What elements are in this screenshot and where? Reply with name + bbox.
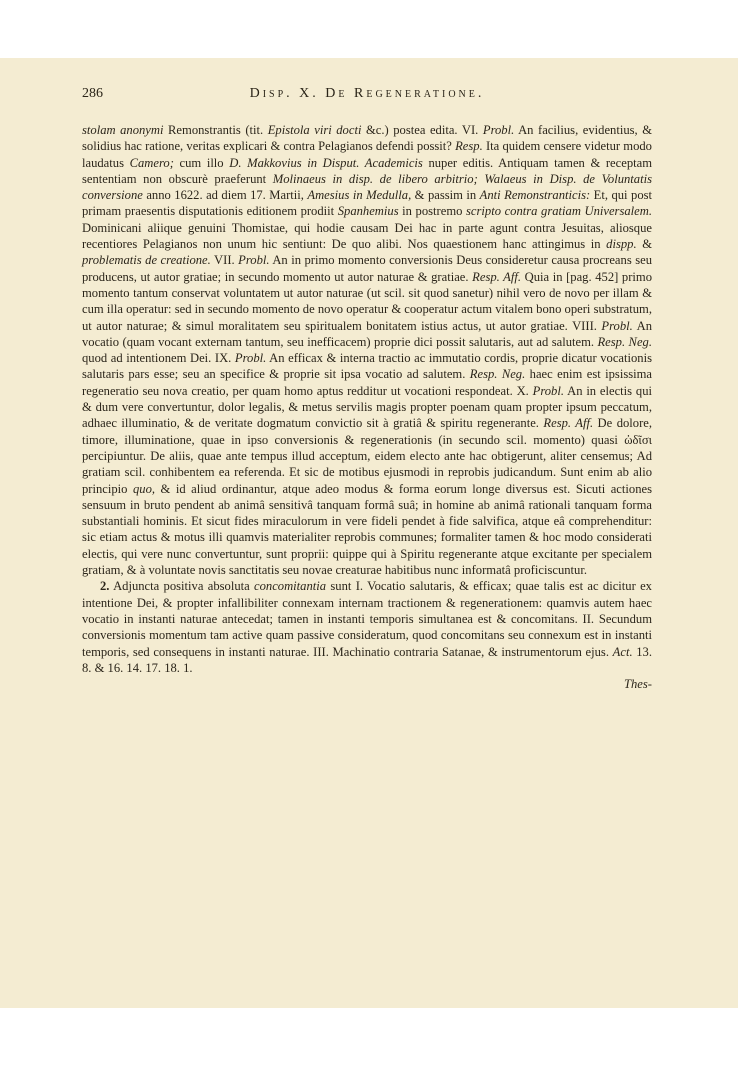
text-run: An facilius, evidentius, & solidius hac ratione, veritas explicari & contra Pelagianos defendi possit? <box>82 123 653 154</box>
text-run: Quia in [pag. 452] primo momento tantum conservat voluntatem ut autor naturae (ut scil. sit quod sanetur) nihil vero de novo per illam & cum illa operatur: sed in secundo momento de novo operatur & cooperatur actum vitalem bono operi substratum, ut autor naturae; & simul moralitatem seu spiritualem bonitatem istius actus, ut autor gratiae. VIII. <box>82 269 653 333</box>
text-run: anno 1622. ad diem 17. Martii, <box>142 188 308 203</box>
catchword: Thes- <box>624 677 652 692</box>
main-text <box>82 122 652 692</box>
text-run: De dolore, timore, illuminatione, quae in ipso conversionis & regenerationis (in secundo scil. momento) quasi ὠδῖσι percipiuntur. De aliis, quae ante tempus illud acceptum, eidem electo ante hac obtigerunt, aliter censemus; Ad gratiam scil. conhibentem ea referenda. Et sic de motibus ejusmodi in reprobis judicandum. Sunt enim ab alio principio <box>82 416 653 496</box>
text-run: &c.) postea edita. VI. <box>361 123 483 137</box>
italic-run: Anti Remonstranticis: <box>479 188 591 203</box>
text-run: in postremo <box>398 204 467 219</box>
italic-run: Molinaeus in disp. de libero arbitrio; Walaeus in Disp. de Voluntatis conversione <box>82 171 652 203</box>
italic-run: Probl. <box>482 123 515 137</box>
book-page <box>0 58 738 1008</box>
paragraph-1 <box>82 122 652 578</box>
italic-run: Probl. <box>601 318 633 333</box>
text-run: & id aliud ordinantur, atque adeo modus & forma eorum longe diversus est. Sicuti actiones sensuum in bruto pendent ab animâ sensitivâ tanquam formâ suâ; in homine ab animâ rationali tanquam forma substantiali hominis. Et sicut fides miraculorum in vere fideli pendet à fide salvifica, atque eâ comprehenditur: sic etiam actus & motus illi quamvis materialiter reprobis communes; formaliter tamen & hoc modo considerati electis, qui vere nunc convertuntur, sunt proprii: quippe qui à Spiritu regenerante atque excitante per specialem gratiam, & à voluntate novis sanctitatis seu novae creaturae habitibus nunc informatâ proficiscuntur. <box>82 481 652 578</box>
italic-run: Resp. Aff. <box>472 269 522 284</box>
italic-run: Probl. <box>238 253 270 268</box>
section-number: 2. <box>100 579 110 594</box>
text-run: sunt I. Vocatio salutaris, & efficax; quae talis est ac dicitur ex intentione Dei, & propter infallibiliter connexam internam tractionem & regenerationem: quamvis autem haec vocatio in instanti naturae antecedat; tamen in instanti temporis simultanea est & concomitans. II. Secundum conversionis momentum tam active quam passive consideratum, quod concomitans seu connexum est in instanti temporis, sed consequens in instanti naturae. III. Machinatio contraria Satanae, & instrumentorum ejus. <box>82 579 652 659</box>
italic-run: quo, <box>132 481 156 496</box>
text-run: 13. 8. & 16. 14. 17. 18. 1. <box>82 644 653 675</box>
page-header <box>82 86 652 108</box>
italic-run: Probl. <box>234 351 267 366</box>
text-run: quod ad intentionem Dei. IX. <box>82 351 235 366</box>
text-run: Dominicani aliique genuini Thomistae, qui hodie causam Dei hac in parte agunt contra Jesuitas, aliosque recentiores Pelagianos non unum hic sentiunt: De quo alibi. Nos quaestionem hanc attingimus in <box>82 220 652 252</box>
text-run: Ita quidem censere videtur modo laudatus <box>82 139 652 170</box>
italic-run: Resp. Neg. <box>597 334 652 349</box>
italic-run: Spanhemius <box>337 204 399 219</box>
text-run: nuper editis. Antiquam tamen & receptam sententiam non obscurè praeferunt <box>82 155 653 186</box>
italic-run: Camero; <box>129 155 174 170</box>
italic-run: dispp. <box>606 237 637 252</box>
text-run: Adjuncta positiva absoluta <box>109 579 255 594</box>
italic-run: scripto contra gratiam Universalem. <box>466 204 652 219</box>
text-run: Et, qui post primam praesentis disputationis editionem prodiit <box>82 188 653 219</box>
italic-run: Resp. Neg. <box>469 367 526 382</box>
text-run: cum illo <box>173 155 230 170</box>
text-run: VII. <box>210 253 239 268</box>
italic-run: Act. <box>612 644 633 659</box>
paragraph-2 <box>82 578 652 676</box>
italic-run: stolam anonymi <box>82 123 164 137</box>
italic-run: Amesius in Medulla, <box>307 188 412 203</box>
italic-run: Resp. Aff. <box>543 416 594 431</box>
italic-run: Resp. <box>455 139 483 154</box>
text-run: Remonstrantis (tit. <box>163 123 268 137</box>
running-head: Disp. X. De Regeneratione. <box>249 86 485 101</box>
text-run: An in primo momento conversionis Deus consideretur causa procreans seu producens, ut autor gratiae; in secundo momento ut autor naturae & gratiae. <box>82 253 652 284</box>
italic-run: D. Makkovius in Disput. Academicis <box>229 155 423 170</box>
text-run: & passim in <box>411 188 480 203</box>
page-number: 286 <box>82 86 103 101</box>
text-run: An in electis qui & dum vere convertuntur, dolor legalis, & metus servilis magis propter poenam quam propter ipsum peccatum, adhaec illuminatio, & de veritate dogmatum convictio sit à gratiâ & spiritu regenerante. <box>82 383 652 431</box>
text-run: haec enim est ipsissima regeneratio seu nova creatio, per quam homo aptus redditur ut vocationi respondeat. X. <box>82 367 653 398</box>
text-run: & <box>636 237 652 252</box>
text-run: An efficax & interna tractio ac immutatio cordis, proprie dicatur vocationis salutaris pars esse; seu an specifice & proprie sit ipsa vocatio ad salutem. <box>82 351 652 382</box>
italic-run: Probl. <box>532 383 564 398</box>
italic-run: Epistola viri docti <box>267 123 362 137</box>
italic-run: concomitantia <box>254 579 327 594</box>
italic-run: problematis de creatione. <box>82 253 211 268</box>
text-run: An vocatio (quam vocant externam tantum, seu inefficacem) proprie dici possit salutaris, aut ad salutem. <box>82 318 652 349</box>
